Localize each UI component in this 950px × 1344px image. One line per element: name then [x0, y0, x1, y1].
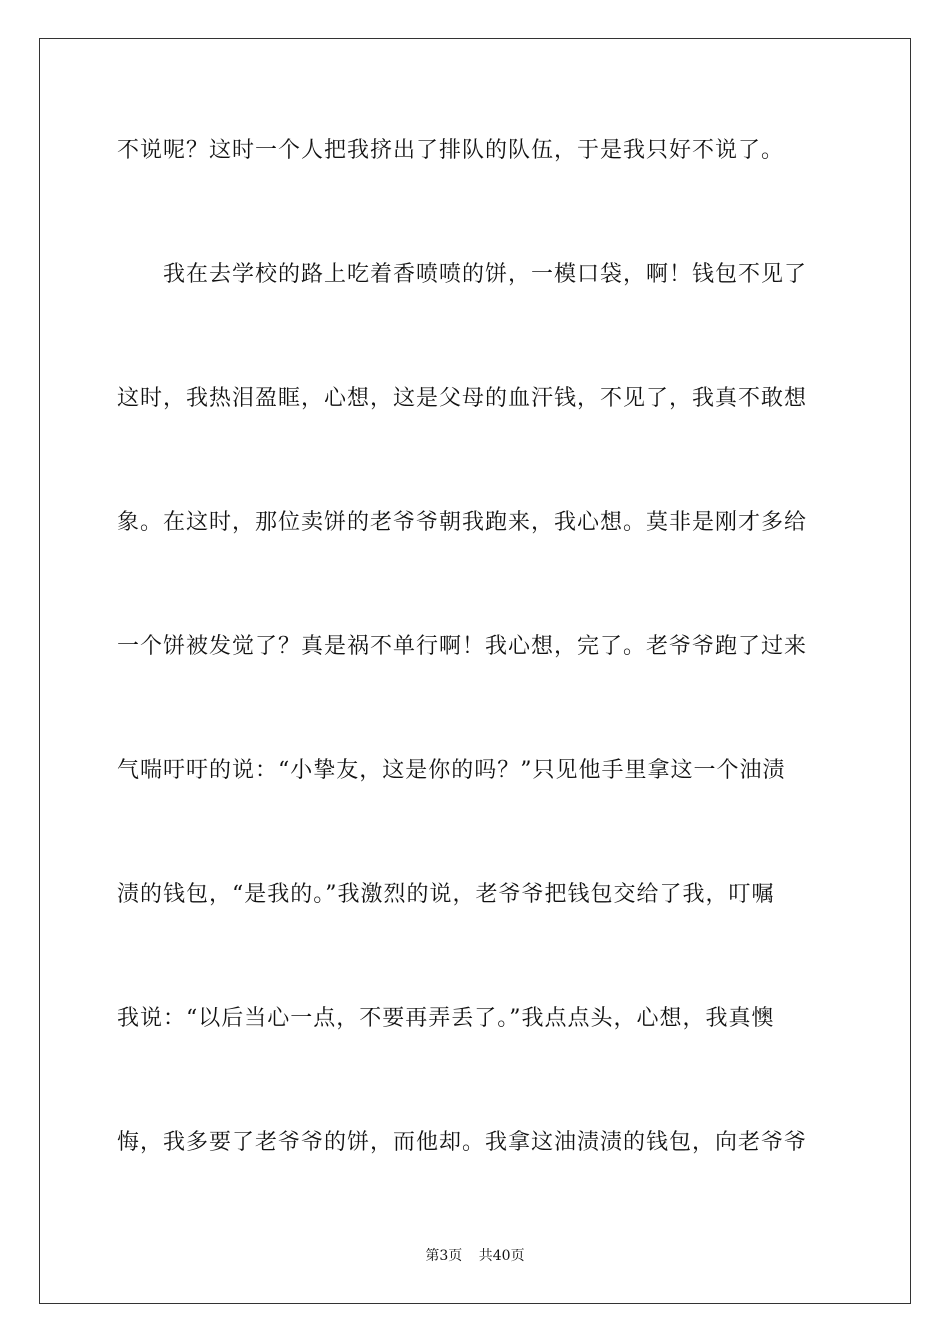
paragraph-line: 我在去学校的路上吃着香喷喷的饼，一模口袋，啊！钱包不见了 — [117, 262, 808, 287]
paragraph-line: 一个饼被发觉了？真是祸不单行啊！我心想，完了。老爷爷跑了过来 — [117, 634, 808, 659]
page-total: 共40页 — [478, 1248, 525, 1264]
page-border — [39, 38, 911, 1304]
page-footer — [0, 1246, 950, 1266]
paragraph-line: 这时，我热泪盈眶，心想，这是父母的血汗钱，不见了，我真不敢想 — [117, 386, 808, 411]
paragraph-line: 渍的钱包，“是我的。”我激烈的说，老爷爷把钱包交给了我，叮嘱 — [117, 882, 775, 907]
paragraph-line: 象。在这时，那位卖饼的老爷爷朝我跑来，我心想。莫非是刚才多给 — [117, 510, 808, 535]
page-number: 第3页 — [425, 1248, 463, 1264]
paragraph-line: 悔，我多要了老爷爷的饼，而他却。我拿这油渍渍的钱包，向老爷爷 — [117, 1130, 808, 1155]
paragraph-line: 不说呢？这时一个人把我挤出了排队的队伍，于是我只好不说了。 — [117, 138, 785, 163]
paragraph-line: 我说：“以后当心一点，不要再弄丢了。”我点点头，心想，我真懊 — [117, 1006, 775, 1031]
paragraph-line: 气喘吁吁的说：“小挚友，这是你的吗？”只见他手里拿这一个油渍 — [117, 758, 786, 783]
